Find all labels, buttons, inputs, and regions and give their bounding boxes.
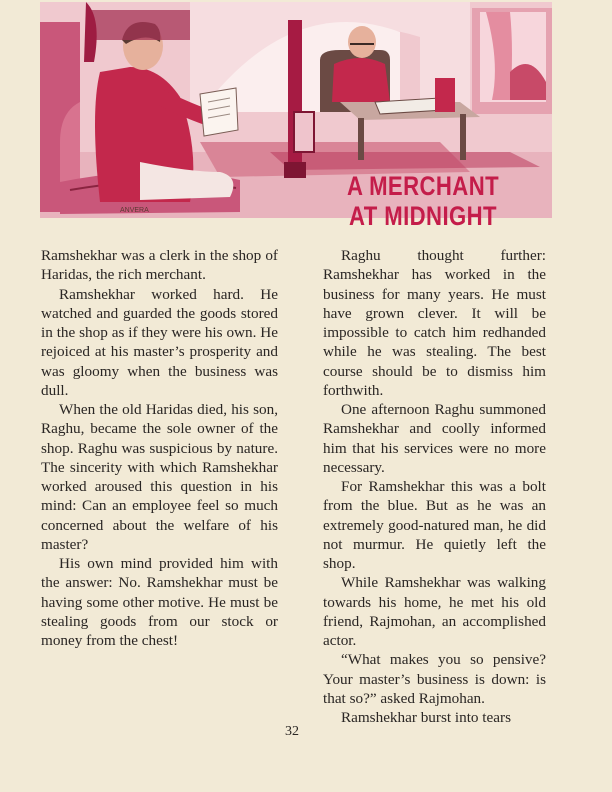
title-line-1: A MERCHANT	[346, 171, 500, 201]
paragraph: When the old Haridas died, his son, Raghu, became the sole owner of the shop. Raghu was suspicious by nature. The sincerity with which Ramshekhar worked aroused this question in his mind: Can an employee feel so much concerned about the welfare of his master?	[41, 401, 278, 553]
paragraph: While Ramshekhar was walking towards his home, he met his old friend, Rajmohan, an accomplished actor.	[323, 574, 546, 649]
paragraph: One afternoon Raghu summoned Ramshekhar and coolly informed him that his services were no more necessary.	[323, 401, 546, 476]
title-line-2: AT MIDNIGHT	[348, 201, 497, 231]
paragraph: Ramshekhar was a clerk in the shop of Haridas, the rich merchant.	[41, 247, 278, 284]
paragraph: For Ramshekhar this was a bolt from the blue. But as he was an extremely good-natured man, he did not murmur. He quietly left the shop.	[323, 478, 546, 572]
paragraph: “What makes you so pensive? Your master’s business is down: is that so?” asked Rajmohan.	[323, 651, 546, 707]
illustration-signature: ANVERA	[120, 207, 149, 214]
story-title	[337, 171, 509, 231]
right-column	[323, 246, 546, 727]
paragraph: Raghu thought further: Ramshekhar has worked in the business for many years. He must have grown clever. It will be impossible to catch him redhanded while he was stealing. The best course should be to dismiss him forthwith.	[323, 247, 546, 399]
paragraph: His own mind provided him with the answer: No. Ramshekhar must be having some other motive. He must be stealing goods from our stock or money from the chest!	[41, 555, 278, 649]
left-column	[41, 246, 278, 650]
paragraph: Ramshekhar burst into tears	[341, 709, 511, 726]
paragraph: Ramshekhar worked hard. He watched and guarded the goods stored in the shop as if they were his own. He rejoiced at his master’s prosperity and was gloomy when the business was dull.	[41, 285, 278, 399]
page-number: 32	[285, 724, 299, 739]
